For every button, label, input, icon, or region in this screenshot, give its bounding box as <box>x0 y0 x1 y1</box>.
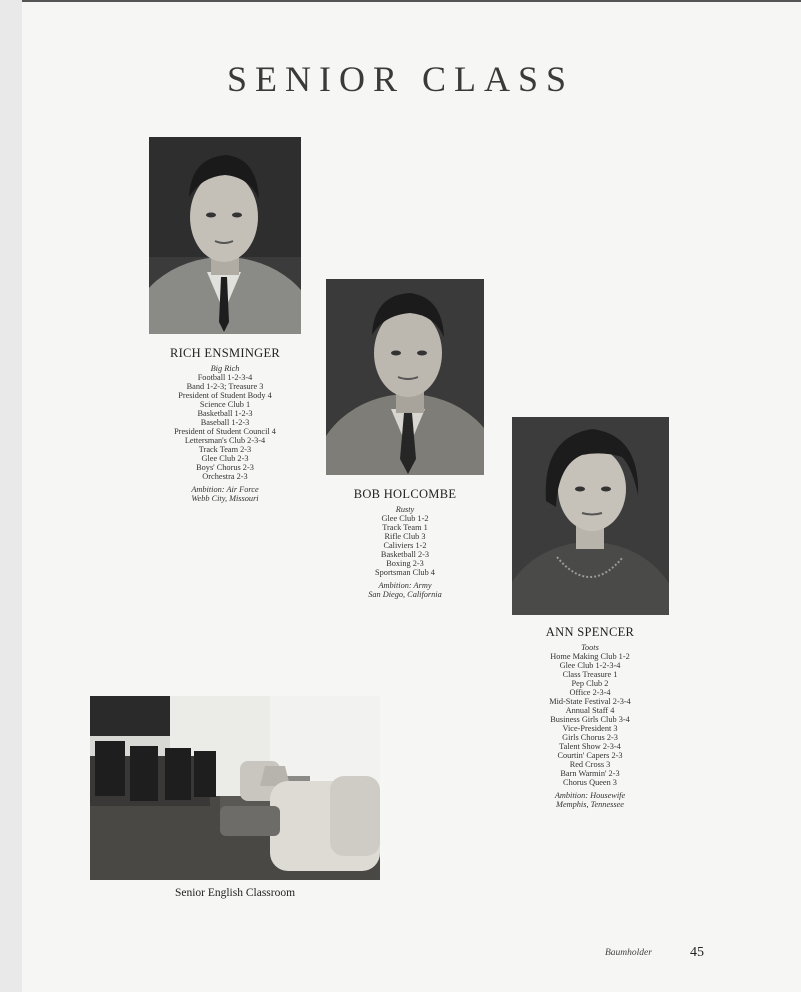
student-name: RICH ENSMINGER <box>169 346 281 360</box>
footer-school-name: Baumholder <box>605 948 652 958</box>
activity-item: Class Treasure 1 <box>562 670 618 679</box>
activity-item: Lettersman's Club 2-3-4 <box>184 436 266 445</box>
activity-item: Orchestra 2-3 <box>202 472 248 481</box>
activity-item: Pep Club 2 <box>571 679 609 688</box>
portrait-rich-ensminger <box>149 137 301 334</box>
activity-list <box>150 373 300 481</box>
student-entry-rich-ensminger <box>150 346 300 503</box>
activity-item: President of Student Body 4 <box>178 391 272 400</box>
activity-item: Barn Warmin' 2-3 <box>560 769 620 778</box>
student-name: BOB HOLCOMBE <box>353 487 457 501</box>
student-name: ANN SPENCER <box>545 625 635 639</box>
activity-item: Caliviers 1-2 <box>383 541 427 550</box>
activity-item: Band 1-2-3; Treasure 3 <box>186 382 264 391</box>
activity-item: Rifle Club 3 <box>384 532 426 541</box>
page-number: 45 <box>690 945 704 960</box>
activity-item: Track Team 2-3 <box>198 445 252 454</box>
activity-item: Chorus Queen 3 <box>563 778 617 787</box>
activity-item: Glee Club 1-2 <box>381 514 429 523</box>
activity-item: Basketball 2-3 <box>380 550 430 559</box>
student-nickname: Big Rich <box>210 364 240 373</box>
activity-item: Mid-State Festival 2-3-4 <box>549 697 631 706</box>
student-nickname: Rusty <box>395 505 415 514</box>
activity-item: Basketball 1-2-3 <box>197 409 253 418</box>
activity-item: Red Cross 3 <box>569 760 611 769</box>
student-entry-bob-holcombe <box>330 487 480 599</box>
activity-item: Glee Club 1-2-3-4 <box>559 661 621 670</box>
portrait-bob-holcombe <box>326 279 484 475</box>
portrait-ann-spencer <box>512 417 669 615</box>
student-nickname: Toots <box>581 643 599 652</box>
activity-list <box>515 652 665 787</box>
activity-item: Vice-President 3 <box>562 724 618 733</box>
classroom-caption: Senior English Classroom <box>174 887 296 899</box>
student-ambition: Ambition: Air Force <box>191 485 259 494</box>
page-title: SENIOR CLASS <box>226 59 575 99</box>
activity-item: Office 2-3-4 <box>569 688 611 697</box>
activity-item: Sportsman Club 4 <box>375 568 435 577</box>
student-hometown: Memphis, Tennessee <box>556 800 624 809</box>
activity-item: Football 1-2-3-4 <box>197 373 253 382</box>
activity-item: Home Making Club 1-2 <box>550 652 630 661</box>
activity-item: Track Team 1 <box>382 523 428 532</box>
classroom-photo <box>90 696 380 880</box>
student-hometown: Webb City, Missouri <box>191 494 259 503</box>
activity-item: Science Club 1 <box>199 400 251 409</box>
activity-item: Boys' Chorus 2-3 <box>196 463 254 472</box>
activity-item: Business Girls Club 3-4 <box>550 715 630 724</box>
student-hometown: San Diego, California <box>368 590 442 599</box>
activity-item: Boxing 2-3 <box>386 559 424 568</box>
activity-item: Talent Show 2-3-4 <box>559 742 621 751</box>
activity-list <box>330 514 480 577</box>
student-ambition: Ambition: Housewife <box>554 791 626 800</box>
student-entry-ann-spencer <box>515 625 665 809</box>
page-top-rule <box>22 0 801 2</box>
activity-item: Glee Club 2-3 <box>201 454 249 463</box>
student-ambition: Ambition: Army <box>378 581 432 590</box>
activity-item: Courtin' Capers 2-3 <box>557 751 623 760</box>
activity-item: Girls Chorus 2-3 <box>562 733 618 742</box>
activity-item: President of Student Council 4 <box>174 427 276 436</box>
activity-item: Baseball 1-2-3 <box>200 418 250 427</box>
activity-item: Annual Staff 4 <box>565 706 615 715</box>
